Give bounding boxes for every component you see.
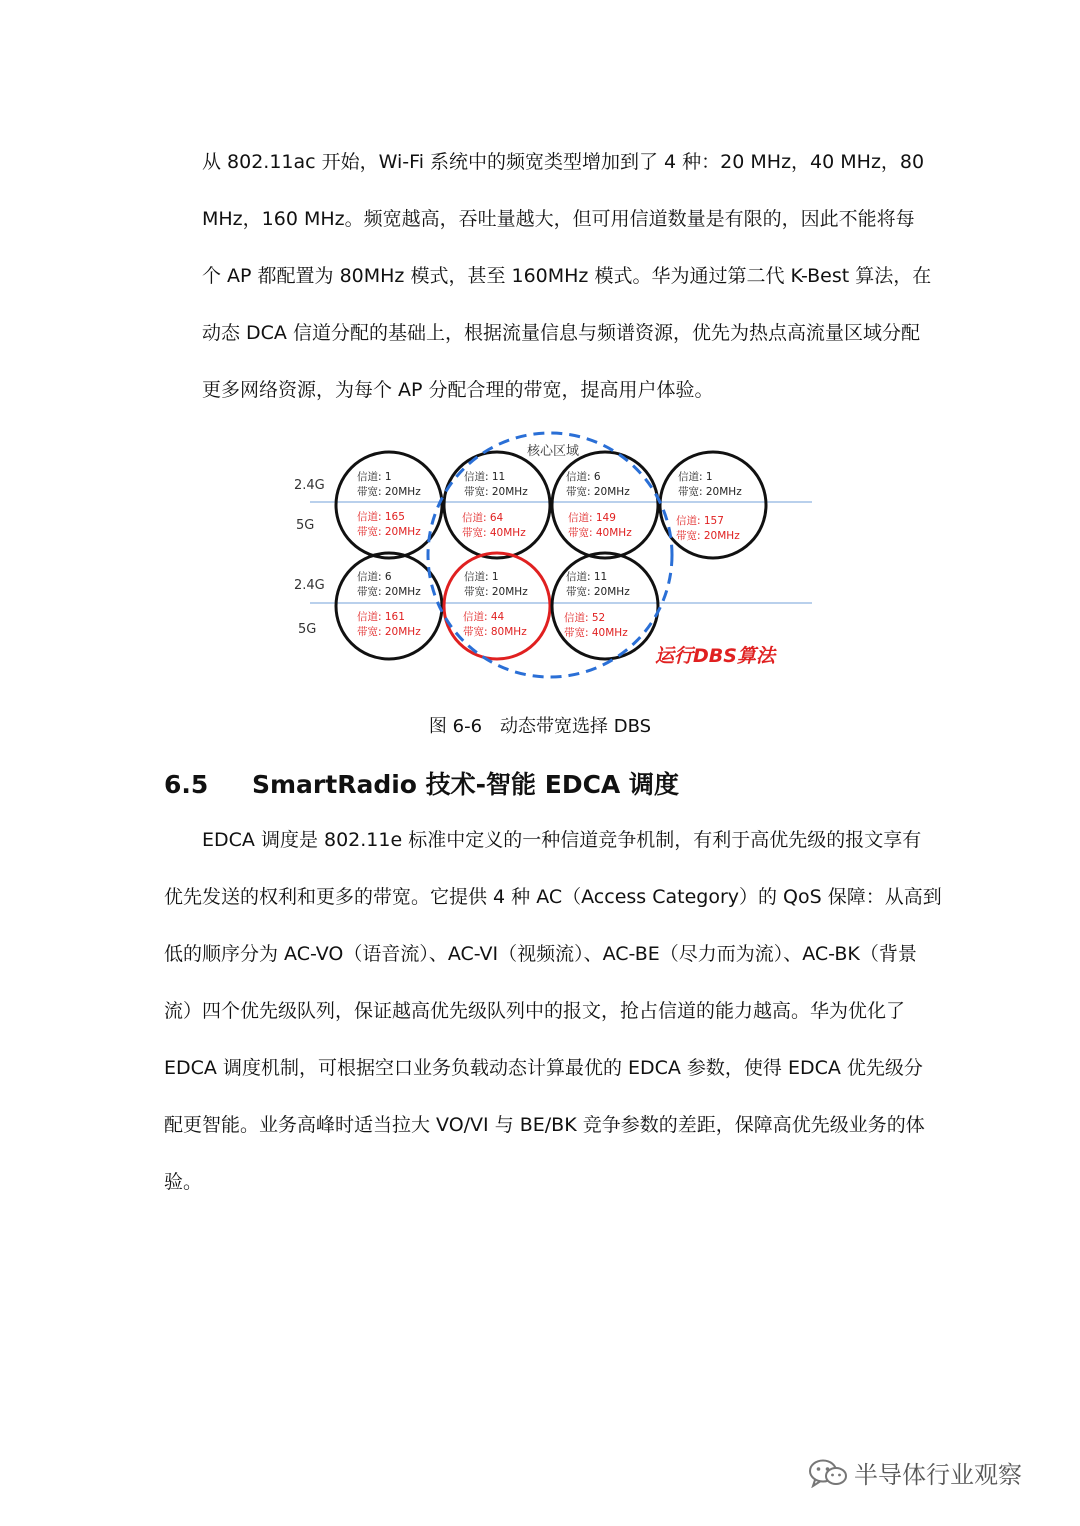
edca-line: 验。 — [164, 1171, 203, 1193]
ap-channel-24g: 信道: 11 — [464, 471, 506, 483]
dbs-algorithm-label: 运行DBS算法 — [655, 645, 775, 667]
ap-channel-24g: 信道: 6 — [566, 471, 601, 483]
core-area-circle — [428, 433, 672, 677]
core-area-label: 核心区域 — [527, 444, 580, 459]
row1-5g-label: 5G — [296, 518, 315, 533]
ap-bandwidth-5g: 带宽: 20MHz — [676, 530, 740, 542]
ap-channel-24g: 信道: 1 — [464, 571, 499, 583]
ap-circle — [336, 553, 442, 659]
ap-bandwidth-5g: 带宽: 20MHz — [357, 526, 421, 538]
ap-circle — [660, 452, 766, 558]
row1-24g-label: 2.4G — [294, 478, 325, 493]
edca-line: 配更智能。业务高峰时适当拉大 VO/VI 与 BE/BK 竞争参数的差距，保障高优先级业务的体 — [164, 1114, 925, 1136]
ap-bandwidth-24g: 带宽: 20MHz — [464, 486, 528, 498]
intro-line: MHz，160 MHz。频宽越高，吞吐量越大，但可用信道数量是有限的，因此不能将每 — [202, 208, 915, 230]
ap-channel-5g: 信道: 52 — [564, 612, 606, 624]
ap-circle — [552, 553, 658, 659]
edca-line: 低的顺序分为 AC-VO（语音流）、AC-VI（视频流）、AC-BE（尽力而为流）、AC-BK（背景 — [164, 943, 917, 965]
section-title: SmartRadio 技术-智能 EDCA 调度 — [252, 770, 679, 799]
wechat-icon — [808, 1458, 848, 1494]
ap-circle — [444, 452, 550, 558]
ap-channel-5g: 信道: 157 — [676, 515, 724, 527]
ap-bandwidth-24g: 带宽: 20MHz — [464, 586, 528, 598]
edca-line: 优先发送的权利和更多的带宽。它提供 4 种 AC（Access Category）的 QoS 保障：从高到 — [164, 886, 942, 908]
row2-24g-label: 2.4G — [294, 578, 325, 593]
dbs-diagram — [0, 0, 1080, 700]
ap-bandwidth-24g: 带宽: 20MHz — [566, 586, 630, 598]
ap-channel-5g: 信道: 149 — [568, 512, 616, 524]
figure-caption: 图 6-6 动态带宽选择 DBS — [428, 716, 652, 737]
ap-channel-24g: 信道: 11 — [566, 571, 608, 583]
intro-line: 个 AP 都配置为 80MHz 模式，甚至 160MHz 模式。华为通过第二代 K-Best 算法，在 — [202, 265, 932, 287]
ap-bandwidth-24g: 带宽: 20MHz — [357, 586, 421, 598]
intro-line: 动态 DCA 信道分配的基础上，根据流量信息与频谱资源，优先为热点高流量区域分配 — [202, 322, 920, 344]
ap-channel-24g: 信道: 6 — [357, 571, 392, 583]
ap-circle-highlighted — [444, 553, 550, 659]
edca-line: EDCA 调度机制，可根据空口业务负载动态计算最优的 EDCA 参数，使得 EDCA 优先级分 — [164, 1057, 923, 1079]
ap-channel-5g: 信道: 161 — [357, 611, 405, 623]
section-number: 6.5 — [164, 770, 209, 799]
ap-circle — [552, 452, 658, 558]
edca-line: EDCA 调度是 802.11e 标准中定义的一种信道竞争机制，有利于高优先级的报文享有 — [202, 829, 922, 851]
ap-channel-5g: 信道: 44 — [463, 611, 505, 623]
ap-bandwidth-5g: 带宽: 20MHz — [357, 626, 421, 638]
watermark-text: 半导体行业观察 — [854, 1461, 1022, 1489]
ap-channel-5g: 信道: 64 — [462, 512, 504, 524]
ap-bandwidth-5g: 带宽: 40MHz — [462, 527, 526, 539]
ap-bandwidth-5g: 带宽: 40MHz — [564, 627, 628, 639]
ap-channel-24g: 信道: 1 — [357, 471, 392, 483]
intro-line: 从 802.11ac 开始，Wi-Fi 系统中的频宽类型增加到了 4 种：20 MHz，40 MHz，80 — [202, 151, 925, 173]
intro-line: 更多网络资源，为每个 AP 分配合理的带宽，提高用户体验。 — [202, 379, 714, 401]
section-heading — [164, 765, 679, 801]
ap-circle — [336, 452, 442, 558]
watermark — [808, 1455, 1022, 1494]
row2-5g-label: 5G — [298, 622, 317, 637]
ap-bandwidth-24g: 带宽: 20MHz — [357, 486, 421, 498]
ap-bandwidth-5g: 带宽: 80MHz — [463, 626, 527, 638]
ap-channel-5g: 信道: 165 — [357, 511, 405, 523]
edca-line: 流）四个优先级队列，保证越高优先级队列中的报文，抢占信道的能力越高。华为优化了 — [164, 1000, 906, 1022]
ap-bandwidth-24g: 带宽: 20MHz — [566, 486, 630, 498]
ap-bandwidth-5g: 带宽: 40MHz — [568, 527, 632, 539]
ap-bandwidth-24g: 带宽: 20MHz — [678, 486, 742, 498]
ap-channel-24g: 信道: 1 — [678, 471, 713, 483]
